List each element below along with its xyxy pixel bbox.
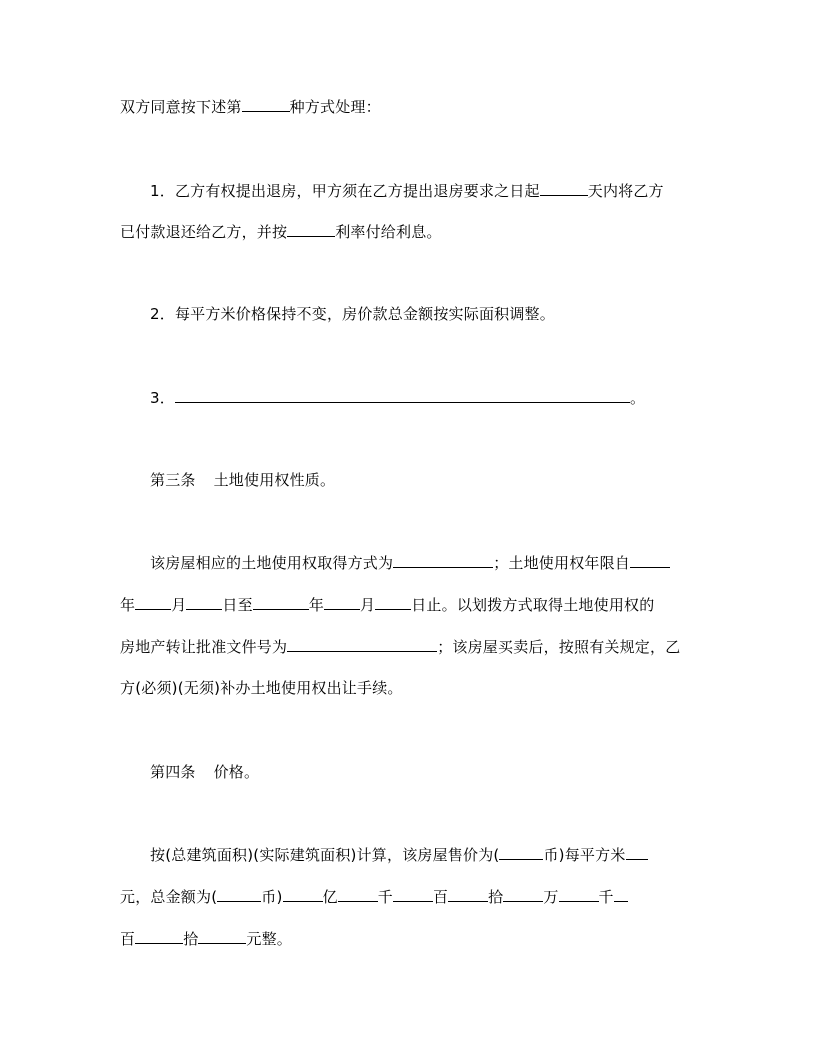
paragraph-land-use-line-3	[120, 637, 680, 657]
text-segment: 元，总金额为(	[120, 888, 218, 906]
paragraph-option-1-line-2	[120, 222, 442, 242]
fill-blank[interactable]	[175, 388, 630, 403]
text-segment: 该房屋相应的土地使用权取得方式为	[150, 554, 394, 572]
article-4-heading	[150, 762, 259, 782]
text-segment: 2．每平方米价格保持不变，房价款总金额按实际面积调整。	[150, 305, 555, 323]
article-title: 价格。	[213, 763, 260, 781]
fill-blank[interactable]	[253, 595, 309, 610]
text-segment: 元整。	[246, 930, 293, 948]
fill-blank[interactable]	[217, 887, 261, 902]
text-segment: 百	[432, 888, 449, 906]
paragraph-option-2	[150, 304, 555, 324]
fill-blank[interactable]	[324, 595, 360, 610]
article-title: 土地使用权性质。	[213, 471, 336, 489]
text-segment: 千	[598, 888, 614, 906]
text-segment: 种方式处理：	[289, 98, 381, 116]
fill-blank[interactable]	[283, 887, 323, 902]
article-number: 第四条	[150, 763, 196, 781]
text-segment: 年	[308, 596, 325, 614]
fill-blank[interactable]	[614, 887, 628, 902]
fill-blank[interactable]	[630, 553, 670, 568]
text-segment: 万	[543, 888, 559, 906]
text-segment: 房地产转让批准文件号为	[120, 638, 288, 656]
paragraph-option-1-line-1	[150, 181, 664, 201]
fill-blank[interactable]	[338, 887, 378, 902]
fill-blank[interactable]	[540, 181, 588, 196]
fill-blank[interactable]	[626, 845, 648, 860]
text-segment: 百	[120, 930, 136, 948]
article-number: 第三条	[150, 471, 196, 489]
text-segment: 方(必须)(无须)补办土地使用权出让手续。	[120, 679, 403, 697]
text-segment: 币)	[261, 888, 283, 906]
fill-blank[interactable]	[287, 222, 335, 237]
text-segment: 3．	[150, 389, 175, 407]
text-segment: 币)每平方米	[543, 846, 626, 864]
text-segment: 。	[629, 389, 646, 407]
paragraph-land-use-line-2	[120, 595, 654, 615]
fill-blank[interactable]	[559, 887, 599, 902]
text-segment: 千	[377, 888, 393, 906]
text-segment: 双方同意按下述第	[120, 98, 242, 116]
fill-blank[interactable]	[393, 887, 433, 902]
text-segment: 1．乙方有权提出退房，甲方须在乙方提出退房要求之日起	[150, 182, 540, 200]
article-3-heading	[150, 470, 335, 490]
fill-blank[interactable]	[198, 929, 246, 944]
text-segment: 利率付给利息。	[335, 223, 442, 241]
text-segment: 月	[171, 596, 187, 614]
fill-blank[interactable]	[135, 595, 171, 610]
fill-blank[interactable]	[393, 553, 493, 568]
text-segment: 天内将乙方	[587, 182, 664, 200]
fill-blank[interactable]	[287, 637, 437, 652]
text-segment: ；该房屋买卖后，按照有关规定，乙	[437, 638, 681, 656]
text-segment: 拾	[183, 930, 199, 948]
text-segment: ；土地使用权年限自	[493, 554, 631, 572]
text-segment: 日止。以划拨方式取得土地使用权的	[411, 596, 655, 614]
paragraph-price-line-2	[120, 887, 628, 907]
fill-blank[interactable]	[186, 595, 222, 610]
text-segment: 日至	[222, 596, 253, 614]
text-segment: 拾	[488, 888, 504, 906]
text-segment: 年	[120, 596, 136, 614]
fill-blank[interactable]	[375, 595, 411, 610]
text-segment: 已付款退还给乙方，并按	[120, 223, 288, 241]
fill-blank[interactable]	[448, 887, 488, 902]
fill-blank[interactable]	[135, 929, 183, 944]
paragraph-land-use-line-4	[120, 678, 403, 698]
paragraph-price-line-3	[120, 929, 292, 949]
paragraph-land-use-line-1	[150, 553, 670, 573]
fill-blank[interactable]	[503, 887, 543, 902]
text-segment: 按(总建筑面积)(实际建筑面积)计算，该房屋售价为(	[150, 846, 500, 864]
text-segment: 亿	[322, 888, 338, 906]
fill-blank[interactable]	[499, 845, 543, 860]
paragraph-option-3	[150, 388, 645, 408]
text-segment: 月	[360, 596, 376, 614]
paragraph-method-choice	[120, 97, 381, 117]
fill-blank[interactable]	[242, 97, 290, 112]
paragraph-price-line-1	[150, 845, 648, 865]
